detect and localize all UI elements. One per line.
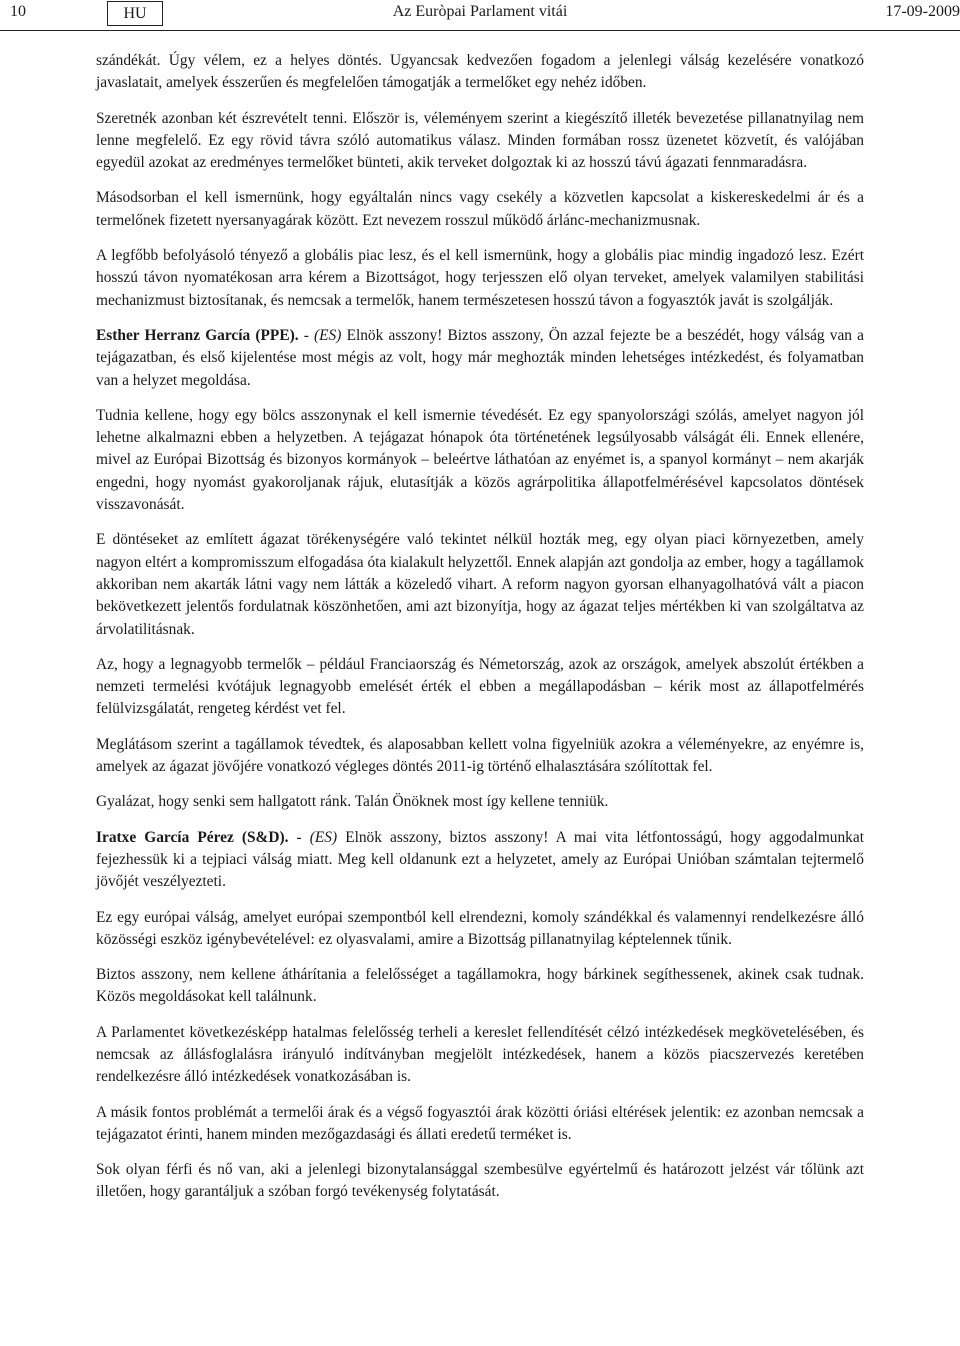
paragraph: Szeretnék azonban két észrevételt tenni. Először is, véleményem szerint a kiegészítő illeték bevezetése pillanatnyilag nem lenne megfelelő. Ez egy rövid távra szóló automatikus válasz. Minden formában rossz üzenetet közvetít, és valójában egyedül azokat az eredményes termelőket bünteti, akik terveket dolgoztak ki az hosszú távú ágazati fennmaradásra. xyxy=(96,109,864,172)
speaker-language: (ES) xyxy=(309,828,338,846)
page-number: 10 xyxy=(10,3,26,20)
speaker-paragraph: Esther Herranz García (PPE). - (ES) Elnök asszony! Biztos asszony, Ön azzal fejezte be a beszédét, hogy válság van a tejágazatban, és első kijelentése most mégis az volt, hogy már meghozták minden lehetséges intézkedést, és folyamatban van a helyzet megoldása. xyxy=(96,326,864,389)
paragraph: Gyalázat, hogy senki sem hallgatott ránk. Talán Önöknek most így kellene tenniük. xyxy=(96,793,609,811)
speaker-name: Iratxe García Pérez (S&D). xyxy=(96,828,289,846)
speaker-language: (ES) xyxy=(314,326,342,344)
document-title: Az Euròpai Parlament vitái xyxy=(392,3,568,20)
page-header xyxy=(0,0,960,31)
paragraph: Meglátásom szerint a tagállamok tévedtek, és alaposabban kellett volna figyelniük azokra a véleményekre, az enyémre is, amelyek az ágazat jövőjére vonatkozó végleges döntés 2011-ig történő elhalasztására szólítottak fel. xyxy=(96,735,864,776)
language-badge: HU xyxy=(107,1,163,26)
paragraph: Az, hogy a legnagyobb termelők – például Franciaország és Németország, azok az országok, amelyek abszolút értékben a nemzeti termelési kvótájuk legnagyobb emelését érték el ebben a megállapodásban – kérik most az állapotfelmérés felülvizsgálatát, rengeteg kérdést vet fel. xyxy=(96,655,864,718)
paragraph: Sok olyan férfi és nő van, aki a jelenlegi bizonytalansággal szembesülve egyértelmű és határozott jelzést vár tőlünk azt illetően, hogy garantáljuk a szóban forgó tevékenység folytatását. xyxy=(96,1161,864,1201)
paragraph: Tudnia kellene, hogy egy bölcs asszonynak el kell ismernie tévedését. Ez egy spanyolországi szólás, amelyet nagyon jól lehetne alkalmazni ebben a helyzetben. A tejágazat hónapok óta történetének legsúlyosabb válságát éli. Ennek ellenére, mivel az Európai Bizottság és bizonyos kormányok – beleértve láthatóan az enyémet is, a spanyol kormányt – nem akarják engedni, hogy nyomást gyakoroljanak rájuk, elutasítják a közös agrárpolitika állapotfelmérésével kapcsolatos döntések visszavonását. xyxy=(96,406,864,514)
paragraph: A legfőbb befolyásoló tényező a globális piac lesz, és el kell ismernünk, hogy a globális piac mindig ingadozó lesz. Ezért hosszú távon nyomatékosan arra kérem a Bizottságot, hogy terjesszen elő olyan terveket, amelyek valamilyen stabilitási mechanizmust biztosítanak, és nemcsak a termelők, hanem természetesen hosszú távon a fogyasztók javát is szolgálják. xyxy=(96,247,864,309)
paragraph: A Parlamentet következésképp hatalmas felelősség terheli a kereslet fellendítését célzó intézkedések megkövetelésében, és nemcsak az állásfoglalásra irányuló indítványban megjelölt intézkedések, hanem a közös piacszervezés keretében rendelkezésre álló intézkedések vonatkozásában is. xyxy=(96,1023,864,1086)
paragraph: Biztos asszony, nem kellene áthárítania a felelősséget a tagállamokra, hogy bárkinek segíthessenek, akinek csak tudnak. Közös megoldásokat kell találnunk. xyxy=(96,966,864,1006)
document-body xyxy=(96,50,864,1217)
paragraph: Ez egy európai válság, amelyet európai szempontból kell elrendezni, komoly szándékkal és valamennyi rendelkezésre álló közösségi eszköz igénybevételével: ez olyasvalami, amire a Bizottság pillanatnyilag képtelennek tűnik. xyxy=(96,908,864,948)
paragraph: E döntéseket az említett ágazat törékenységére való tekintet nélkül hozták meg, egy olyan piaci környezetben, amely nagyon eltért a kompromisszum elfogadása óta kialakult helyzettől. Ennek alapján azt gondolja az ember, hogy a tagállamok akkoriban nem akarták látni vagy nem látták a közeledő vihart. A reform nagyon gyorsan elhanyagolhatóvá vált a piacon bekövetkezett jelentős fordulatnak köszönhetően, ami azt bizonyítja, hogy az ágazat teljes mértékben ki van szolgáltatva az árvolatilitásnak. xyxy=(96,531,864,638)
document-date: 17-09-2009 xyxy=(885,3,960,20)
speaker-name: Esther Herranz García (PPE). xyxy=(96,326,299,344)
paragraph: szándékát. Úgy vélem, ez a helyes döntés. Ugyancsak kedvezően fogadom a jelenlegi válság kezelésére vonatkozó javaslatait, amelyek ésszerűen és megfelelően támogatják a termelőket egy nehéz időben. xyxy=(96,52,864,92)
paragraph: Másodsorban el kell ismernünk, hogy egyáltalán nincs vagy csekély a közvetlen kapcsolat a kiskereskedelmi ár és a termelőnek fizetett nyersanyagárak között. Ezt nevezem rosszul működő árlánc-mechanizmusnak. xyxy=(96,189,864,229)
speaker-paragraph: Iratxe García Pérez (S&D). - (ES) Elnök asszony, biztos asszony! A mai vita létfontosságú, hogy aggodalmunkat fejezhessük ki a tejpiaci válság miatt. Meg kell oldanunk ezt a helyzetet, amely az Európai Unióban számtalan tejtermelő jövőjét veszélyezteti. xyxy=(96,828,864,891)
paragraph: A másik fontos problémát a termelői árak és a végső fogyasztói árak közötti óriási eltérések jelentik: ez azonban nemcsak a tejágazatot érinti, hanem minden mezőgazdasági és állati eredetű terméket is. xyxy=(96,1103,864,1143)
